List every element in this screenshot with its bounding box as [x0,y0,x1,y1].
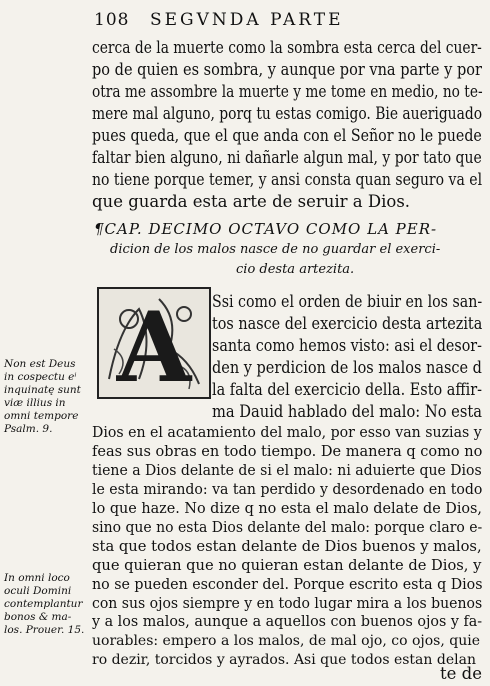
text-line: que guarda esta arte de seruir a Dios. [92,192,411,211]
text-line: que quieran que no quieran estan delante de Dios, y [92,556,482,574]
text-line: den y perdicion de los malos nasce d [212,358,482,377]
text-line: tiene a Dios delante de si el malo: ni aduierte que Dios [92,461,482,479]
decorated-initial [97,287,211,399]
chapter-subheading: cio desta artezita. [236,262,355,277]
text-line: Ssi como el orden de biuir en los san- [212,292,483,311]
text-line: pues queda, que el que anda con el Señor no le puede [92,126,482,145]
text-line: le esta mirando: va tan perdido y desordenado en todo [92,480,483,498]
margin-note-line: In omni loco [4,572,70,584]
text-line: po de quien es sombra, y aunque por vna parte y por [92,60,482,79]
initial-letter: A [116,291,192,397]
text-line: mere mal alguno, porq tu estas comigo. Bie aueriguado [92,104,483,123]
page-number: 108 [94,10,130,30]
margin-note-line: Non est Deus [4,358,76,370]
page-header [0,10,490,32]
text-line: ma Dauid hablado del malo: No esta [212,402,483,421]
text-line: uorables: empero a los malos, de mal ojo, co ojos, quie [92,633,480,649]
text-line: cerca de la muerte como la sombra esta cerca del cuer- [92,38,482,57]
catchword: te de [440,664,482,683]
margin-note-line: contemplantur [4,598,83,610]
margin-note-line: omni tempore [4,410,79,422]
chapter-subheading: dicion de los malos nasce de no guardar el exerci- [110,242,441,257]
chapter-heading: ¶CAP. DECIMO OCTAVO COMO LA PER- [94,220,438,238]
text-line: santa como hemos visto: asi el desor- [212,336,482,355]
margin-note-line: oculi Domini [4,585,72,597]
text-line: y a los malos, aunque a aquellos con buenos ojos y fa- [92,614,483,630]
text-line: con sus ojos siempre y en todo lugar mira a los buenos [92,594,483,612]
text-line: tos nasce del exercicio desta artezita [212,314,483,333]
text-line: no tiene porque temer, y ansi consta quan seguro va el [92,170,483,189]
margin-note-line: los. Prouer. 15. [4,624,85,636]
text-line: lo que haze. No dize q no esta el malo delate de Dios, [92,499,483,517]
margin-note-line: viæ illius in [4,397,66,409]
margin-note-line: Psalm. 9. [4,423,53,435]
ornament-icon [99,289,209,397]
running-title: SEGVNDA PARTE [150,10,344,30]
margin-note-line: in cospectu eⁱ [4,371,77,383]
text-line: no se pueden esconder del. Porque escrito esta q Dios [92,575,483,593]
text-line: otra me assombre la muerte y me tome en medio, no te- [92,82,483,101]
text-line: la falta del exercicio della. Esto affir- [212,380,482,399]
text-line: ro dezir, torcidos y ayrados. Asi que todos estan delan [92,652,476,668]
text-line: sta que todos estan delante de Dios buenos y malos, [92,537,482,555]
text-line: Dios en el acatamiento del malo, por esso van suzias y [92,423,482,441]
text-line: feas sus obras en todo tiempo. De manera q como no [92,442,483,460]
margin-note-line: bonos & ma- [4,611,72,623]
text-line: faltar bien alguno, ni dañarle algun mal, y por tato que [92,148,482,167]
margin-note-line: inquinatę sunt [4,384,81,396]
text-line: sino que no esta Dios delante del malo: porque claro e- [92,518,483,536]
